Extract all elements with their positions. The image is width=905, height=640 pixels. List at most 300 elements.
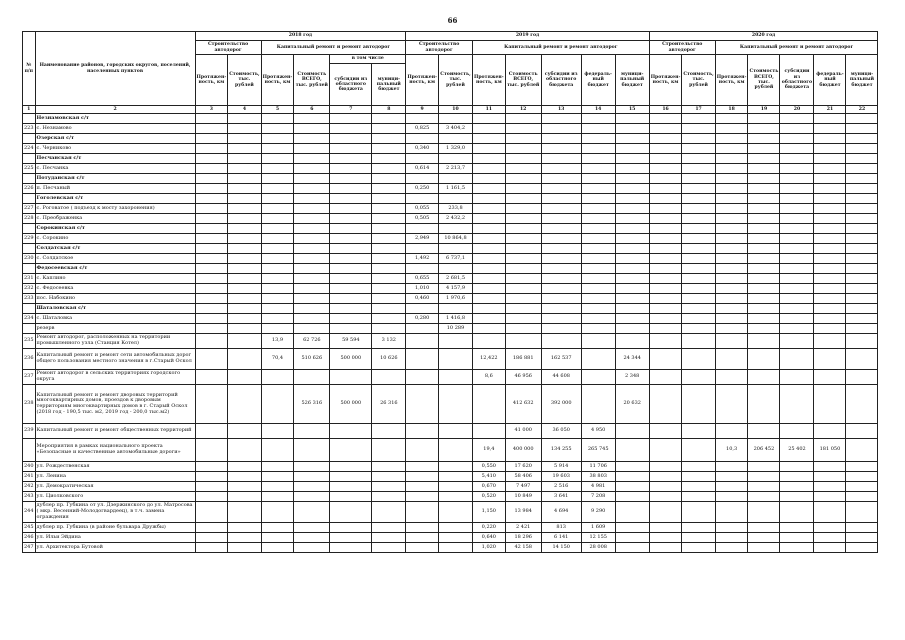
- column-number: 17: [682, 106, 715, 114]
- cell-col-6: [294, 154, 330, 164]
- page-number: 66: [447, 16, 458, 25]
- cell-col-8: [372, 244, 406, 254]
- cell-col-19: [748, 204, 780, 214]
- cell-col-17: [682, 224, 715, 234]
- cell-col-21: [814, 502, 846, 523]
- cell-col-21: [814, 462, 846, 472]
- cell-col-11: 0,670: [473, 482, 506, 492]
- cell-col-10: 3 404,2: [439, 124, 473, 134]
- cell-col-12: [505, 194, 541, 204]
- cell-col-9: [406, 370, 439, 385]
- cell-col-21: [814, 174, 846, 184]
- column-number: 14: [581, 106, 615, 114]
- cell-col-4: [228, 502, 261, 523]
- cell-col-11: 0,220: [473, 523, 506, 533]
- cell-col-21: [814, 134, 846, 144]
- cell-col-9: [406, 439, 439, 462]
- cell-col-22: [846, 274, 878, 284]
- cell-col-4: [228, 184, 261, 194]
- capital-repair-2019: Капитальный ремонт и ремонт автодорог: [473, 41, 650, 55]
- cell-col-12: 58 406: [505, 472, 541, 482]
- construction-2019: Строительство автодорог: [406, 41, 473, 55]
- cell-col-21: [814, 194, 846, 204]
- cell-col-14: [581, 334, 615, 349]
- cell-col-8: [372, 314, 406, 324]
- row-name: дублер пр. Губкина от ул. Дзержинского до ул. Матросова ( мкр. Весенний-Молодогвардеец), в т.ч. замена ограждения: [35, 502, 195, 523]
- cell-col-15: [615, 154, 649, 164]
- column-number: 3: [195, 106, 228, 114]
- row-number: 225: [23, 164, 36, 174]
- row-name: Потуданская с/т: [35, 174, 195, 184]
- row-number: 229: [23, 234, 36, 244]
- cell-col-18: [715, 523, 748, 533]
- column-number: 18: [715, 106, 748, 114]
- cell-col-3: [195, 254, 228, 264]
- cell-col-14: [581, 114, 615, 124]
- cell-col-14: [581, 174, 615, 184]
- cell-col-5: [261, 124, 294, 134]
- cell-col-12: 400 000: [505, 439, 541, 462]
- row-name: с. Каплино: [35, 274, 195, 284]
- cell-col-4: [228, 194, 261, 204]
- cell-col-22: [846, 523, 878, 533]
- column-number: 5: [261, 106, 294, 114]
- cell-col-19: [748, 164, 780, 174]
- settlement-row: [23, 304, 878, 314]
- cell-col-5: [261, 244, 294, 254]
- cell-col-11: 0,520: [473, 492, 506, 502]
- cell-col-18: [715, 543, 748, 553]
- cell-col-19: [748, 194, 780, 204]
- cell-col-18: [715, 370, 748, 385]
- cell-col-13: [541, 154, 581, 164]
- cell-col-13: 2 516: [541, 482, 581, 492]
- cell-col-18: [715, 492, 748, 502]
- row-name: ул. Циолковского: [35, 492, 195, 502]
- cell-col-6: [294, 194, 330, 204]
- column-number: 6: [294, 106, 330, 114]
- cell-col-16: [649, 214, 682, 224]
- cell-col-18: [715, 254, 748, 264]
- cell-col-5: [261, 370, 294, 385]
- row-number: 244: [23, 502, 36, 523]
- cell-col-9: 1,492: [406, 254, 439, 264]
- cell-col-20: [780, 482, 814, 492]
- cell-col-19: [748, 314, 780, 324]
- table-row: [23, 314, 878, 324]
- cell-col-18: [715, 533, 748, 543]
- cell-col-19: [748, 214, 780, 224]
- cell-col-8: [372, 214, 406, 224]
- cell-col-5: [261, 274, 294, 284]
- cell-col-13: [541, 304, 581, 314]
- cell-col-8: [372, 234, 406, 244]
- table-row: [23, 439, 878, 462]
- cell-col-19: [748, 349, 780, 370]
- row-number: 240: [23, 462, 36, 472]
- cell-col-10: [439, 502, 473, 523]
- row-number: [23, 154, 36, 164]
- cell-col-7: [330, 154, 372, 164]
- cell-col-14: [581, 214, 615, 224]
- cell-col-3: [195, 174, 228, 184]
- cell-col-11: 12,422: [473, 349, 506, 370]
- cell-col-16: [649, 349, 682, 370]
- cell-col-5: [261, 194, 294, 204]
- cell-col-15: [615, 264, 649, 274]
- cell-col-22: [846, 154, 878, 164]
- cell-col-21: [814, 144, 846, 154]
- cell-col-8: [372, 194, 406, 204]
- cell-col-4: [228, 492, 261, 502]
- cell-col-14: [581, 224, 615, 234]
- row-number: [23, 134, 36, 144]
- cell-col-6: [294, 324, 330, 334]
- table-row: [23, 462, 878, 472]
- cell-col-21: [814, 472, 846, 482]
- cell-col-16: [649, 502, 682, 523]
- cell-col-21: [814, 274, 846, 284]
- cell-col-16: [649, 462, 682, 472]
- cell-col-8: [372, 274, 406, 284]
- cell-col-20: [780, 523, 814, 533]
- cell-col-18: 10,3: [715, 439, 748, 462]
- cell-col-13: 392 000: [541, 385, 581, 424]
- cell-col-3: [195, 234, 228, 244]
- cell-col-14: 38 803: [581, 472, 615, 482]
- federal-2020: федераль-ный бюджет: [814, 55, 846, 106]
- cell-col-14: [581, 134, 615, 144]
- cell-col-6: [294, 164, 330, 174]
- cell-col-16: [649, 164, 682, 174]
- cell-col-8: [372, 174, 406, 184]
- cell-col-4: [228, 154, 261, 164]
- cell-col-16: [649, 472, 682, 482]
- cell-col-10: 6 737,1: [439, 254, 473, 264]
- cell-col-7: [330, 472, 372, 482]
- cell-col-21: [814, 543, 846, 553]
- cell-col-6: [294, 482, 330, 492]
- row-name: Капитальный ремонт и ремонт общественных территорий: [35, 424, 195, 439]
- row-name: Федосеевская с/т: [35, 264, 195, 274]
- cell-col-4: [228, 284, 261, 294]
- cell-col-14: 11 706: [581, 462, 615, 472]
- cell-col-12: 42 158: [505, 543, 541, 553]
- cell-col-3: [195, 284, 228, 294]
- cell-col-14: 1 609: [581, 523, 615, 533]
- cell-col-7: [330, 124, 372, 134]
- cell-col-18: [715, 462, 748, 472]
- cell-col-15: [615, 492, 649, 502]
- cell-col-13: 134 255: [541, 439, 581, 462]
- cell-col-13: [541, 264, 581, 274]
- cell-col-21: [814, 154, 846, 164]
- cell-col-12: 10 849: [505, 492, 541, 502]
- cell-col-7: [330, 274, 372, 284]
- row-name: Капитальный ремонт и ремонт дворовых территорий многоквартирных домов, проездов к дворовым территориям многоквартирных домов в г. Старый Оскол (2018 год - 190,5 тыс. м2, 2019 год - 200,0 тыс.м2): [35, 385, 195, 424]
- table-row: [23, 523, 878, 533]
- cell-col-17: [682, 234, 715, 244]
- row-name: Незнамовская с/т: [35, 114, 195, 124]
- cell-col-3: [195, 264, 228, 274]
- table-row: [23, 234, 878, 244]
- cell-col-6: [294, 134, 330, 144]
- cell-col-18: [715, 264, 748, 274]
- cell-col-21: [814, 114, 846, 124]
- cell-col-13: [541, 274, 581, 284]
- row-number: [23, 194, 36, 204]
- cell-col-16: [649, 234, 682, 244]
- table-row: [23, 334, 878, 349]
- cell-col-4: [228, 254, 261, 264]
- cell-col-15: [615, 174, 649, 184]
- cell-col-11: [473, 304, 506, 314]
- cell-col-5: [261, 523, 294, 533]
- table-row: [23, 214, 878, 224]
- cell-col-12: [505, 294, 541, 304]
- cell-col-12: 17 620: [505, 462, 541, 472]
- row-name: Сорокинская с/т: [35, 224, 195, 234]
- cell-col-13: [541, 214, 581, 224]
- row-number: [23, 224, 36, 234]
- cell-col-8: [372, 134, 406, 144]
- cell-col-8: [372, 502, 406, 523]
- table-row: [23, 254, 878, 264]
- cell-col-3: [195, 533, 228, 543]
- cell-col-16: [649, 124, 682, 134]
- settlement-row: [23, 194, 878, 204]
- table-row: [23, 284, 878, 294]
- cell-col-18: [715, 284, 748, 294]
- federal-2019: федераль-ный бюджет: [581, 55, 615, 106]
- cell-col-11: [473, 124, 506, 134]
- cell-col-17: [682, 264, 715, 274]
- cell-col-7: [330, 502, 372, 523]
- cell-col-6: [294, 314, 330, 324]
- cell-col-3: [195, 114, 228, 124]
- cell-col-12: [505, 334, 541, 349]
- row-name: ул. Демократическая: [35, 482, 195, 492]
- cell-col-21: [814, 385, 846, 424]
- cell-col-15: 2 348: [615, 370, 649, 385]
- settlement-row: [23, 134, 878, 144]
- cell-col-3: [195, 370, 228, 385]
- cell-col-21: [814, 224, 846, 234]
- cell-col-5: [261, 385, 294, 424]
- cell-col-12: [505, 154, 541, 164]
- cell-col-21: [814, 334, 846, 349]
- cell-col-8: [372, 294, 406, 304]
- row-name: с. Черниково: [35, 144, 195, 154]
- cell-col-4: [228, 482, 261, 492]
- cell-col-11: [473, 424, 506, 439]
- cell-col-15: [615, 144, 649, 154]
- table-row: [23, 164, 878, 174]
- length-2019-c: Протяжен-ность, км: [406, 55, 439, 106]
- cell-col-21: [814, 234, 846, 244]
- cell-col-5: [261, 439, 294, 462]
- cell-col-17: [682, 174, 715, 184]
- cell-col-21: [814, 294, 846, 304]
- cell-col-7: [330, 244, 372, 254]
- cell-col-20: [780, 224, 814, 234]
- cell-col-5: [261, 224, 294, 234]
- row-name: Песчанская с/т: [35, 154, 195, 164]
- cell-col-19: [748, 502, 780, 523]
- cell-col-22: [846, 114, 878, 124]
- cell-col-9: [406, 533, 439, 543]
- cell-col-8: [372, 472, 406, 482]
- cell-col-6: [294, 543, 330, 553]
- row-number: [23, 174, 36, 184]
- cell-col-3: [195, 314, 228, 324]
- cell-col-7: [330, 194, 372, 204]
- cell-col-10: [439, 523, 473, 533]
- cell-col-21: [814, 204, 846, 214]
- cell-col-7: [330, 543, 372, 553]
- cell-col-13: 3 641: [541, 492, 581, 502]
- cell-col-9: [406, 304, 439, 314]
- cell-col-11: 0,640: [473, 533, 506, 543]
- cell-col-15: [615, 244, 649, 254]
- subsidy-2020: субсидии из областного бюджета: [780, 55, 814, 106]
- cell-col-11: 1,150: [473, 502, 506, 523]
- cell-col-20: [780, 314, 814, 324]
- row-name: ул. Ленина: [35, 472, 195, 482]
- cell-col-6: [294, 244, 330, 254]
- construction-2020: Строительство автодорог: [649, 41, 715, 55]
- cell-col-19: [748, 174, 780, 184]
- column-number: 7: [330, 106, 372, 114]
- cell-col-20: [780, 274, 814, 284]
- column-number: 13: [541, 106, 581, 114]
- cell-col-18: [715, 482, 748, 492]
- row-number: 242: [23, 482, 36, 492]
- row-name: ул. Ильи Эйдина: [35, 533, 195, 543]
- cell-col-7: [330, 482, 372, 492]
- cell-col-12: [505, 124, 541, 134]
- cell-col-8: [372, 114, 406, 124]
- cell-col-17: [682, 439, 715, 462]
- cell-col-20: [780, 543, 814, 553]
- cell-col-20: [780, 134, 814, 144]
- cell-col-21: [814, 284, 846, 294]
- cell-col-4: [228, 523, 261, 533]
- cell-col-6: [294, 424, 330, 439]
- cell-col-19: [748, 424, 780, 439]
- cell-col-20: [780, 214, 814, 224]
- cell-col-20: [780, 174, 814, 184]
- cell-col-15: [615, 304, 649, 314]
- cell-col-22: [846, 194, 878, 204]
- construction-2018: Строительство автодорог: [195, 41, 261, 55]
- cell-col-13: [541, 124, 581, 134]
- cell-col-12: [505, 214, 541, 224]
- cell-col-8: [372, 439, 406, 462]
- cell-col-5: [261, 462, 294, 472]
- cell-col-15: [615, 439, 649, 462]
- cell-col-10: 1 416,8: [439, 314, 473, 324]
- cell-col-17: [682, 184, 715, 194]
- cell-col-13: [541, 234, 581, 244]
- cell-col-19: [748, 134, 780, 144]
- cell-col-3: [195, 385, 228, 424]
- cell-col-4: [228, 264, 261, 274]
- cell-col-7: [330, 214, 372, 224]
- cell-col-8: [372, 482, 406, 492]
- cell-col-11: [473, 154, 506, 164]
- cell-col-11: [473, 324, 506, 334]
- cell-col-9: [406, 174, 439, 184]
- row-number: 233: [23, 294, 36, 304]
- cell-col-20: [780, 144, 814, 154]
- cell-col-19: [748, 154, 780, 164]
- cell-col-11: 5,410: [473, 472, 506, 482]
- cell-col-7: [330, 533, 372, 543]
- cell-col-21: [814, 523, 846, 533]
- cell-col-19: [748, 144, 780, 154]
- cell-col-5: [261, 144, 294, 154]
- cell-col-9: 0,614: [406, 164, 439, 174]
- cell-col-7: [330, 174, 372, 184]
- cell-col-8: [372, 543, 406, 553]
- cell-col-9: [406, 349, 439, 370]
- cell-col-4: [228, 164, 261, 174]
- cost-2018-c: Стоимость, тыс. рублей: [228, 55, 261, 106]
- cell-col-5: [261, 184, 294, 194]
- cell-col-19: [748, 114, 780, 124]
- row-number: 224: [23, 144, 36, 154]
- cell-col-13: 5 914: [541, 462, 581, 472]
- cell-col-10: [439, 154, 473, 164]
- column-number: 1: [23, 106, 36, 114]
- total-2019: Стоимость ВСЕГО, тыс. рублей: [505, 55, 541, 106]
- cell-col-8: [372, 533, 406, 543]
- cell-col-4: [228, 224, 261, 234]
- cell-col-20: [780, 284, 814, 294]
- length-2018-c: Протяжен-ность, км: [195, 55, 228, 106]
- cost-2020-c: Стоимость, тыс. рублей: [682, 55, 715, 106]
- cell-col-9: [406, 154, 439, 164]
- cell-col-11: [473, 244, 506, 254]
- cell-col-5: [261, 204, 294, 214]
- cell-col-12: [505, 174, 541, 184]
- cell-col-13: 36 050: [541, 424, 581, 439]
- cell-col-19: [748, 234, 780, 244]
- cell-col-18: [715, 174, 748, 184]
- cell-col-13: 162 537: [541, 349, 581, 370]
- cell-col-5: [261, 164, 294, 174]
- table-row: [23, 294, 878, 304]
- cell-col-14: [581, 304, 615, 314]
- cell-col-17: [682, 294, 715, 304]
- cell-col-22: [846, 214, 878, 224]
- cell-col-6: [294, 274, 330, 284]
- cell-col-10: 1 329,0: [439, 144, 473, 154]
- cell-col-22: [846, 224, 878, 234]
- table-row: [23, 274, 878, 284]
- cell-col-20: [780, 492, 814, 502]
- cell-col-12: 41 000: [505, 424, 541, 439]
- cell-col-8: [372, 523, 406, 533]
- cell-col-21: [814, 304, 846, 314]
- cell-col-19: [748, 184, 780, 194]
- cell-col-5: [261, 214, 294, 224]
- cell-col-15: [615, 184, 649, 194]
- cell-col-8: [372, 264, 406, 274]
- cost-2019-c: Стоимость, тыс. рублей: [439, 55, 473, 106]
- cell-col-20: [780, 234, 814, 244]
